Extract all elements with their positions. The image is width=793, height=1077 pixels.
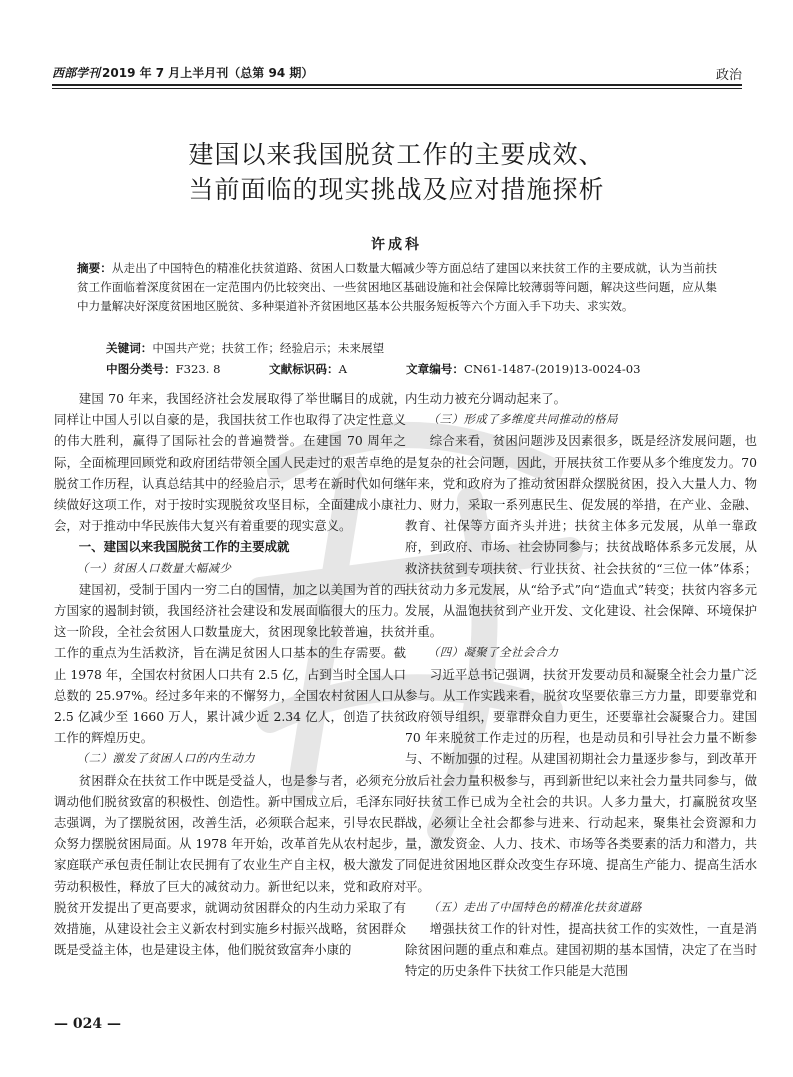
header-rule-thin — [52, 88, 742, 89]
subsection-heading: （四）凝聚了全社会合力 — [427, 645, 559, 660]
keywords-text: 中国共产党；扶贫工作；经验启示；未来展望 — [152, 341, 385, 355]
doc-label: 文献标识码： — [269, 362, 339, 376]
abstract-label: 摘要： — [77, 261, 112, 275]
clc-label: 中图分类号： — [106, 362, 176, 376]
header-rule — [52, 84, 742, 86]
clc-value: F323. 8 — [175, 362, 221, 376]
title-line-2: 当前面临的现实挑战及应对措施探析 — [188, 175, 605, 204]
section-heading: 一、建国以来我国脱贫工作的主要成就 — [78, 539, 290, 555]
journal-issue — [52, 64, 313, 81]
doc-code — [269, 361, 347, 377]
title-line-1: 建国以来我国脱贫工作的主要成效、 — [188, 140, 605, 169]
paragraph: 综合来看，贫困问题涉及因素很多，既是经济发展问题，也是复杂的社会问题，因此，开展扶贫工作要从多个维度发力。70 年来，党和政府为了推动贫困群众摆脱贫困，投入大量人力、物力、财力，采取一系列惠民生、促发展的举措，在产业、金融、教育、社保等方面齐头并进；扶贫主体多元发展，从单一靠政府，到政府、市场、社会协同参与；扶贫战略体系多元发展，从救济扶贫到专项扶贫、行业扶贫、社会扶贫的“三位一体”体系；扶贫动力多元发展，从“给予式”向“造血式”转变；扶贫内容多元发展，从温饱扶贫到产业开发、文化建设、社会保障、环境保护并重。 — [405, 433, 757, 640]
article-title — [0, 137, 793, 207]
subsection-heading: （五）走出了中国特色的精准化扶贫道路 — [427, 899, 642, 914]
doc-value: A — [338, 362, 347, 376]
keywords-label: 关键词： — [106, 341, 153, 355]
subsection-heading: （二）激发了贫困人口的内生动力 — [76, 751, 256, 766]
abstract — [77, 259, 717, 316]
author-name: 许成科 — [371, 237, 422, 253]
art-value: CN61-1487-(2019)13-0024-03 — [463, 362, 641, 376]
body-column-left — [54, 388, 406, 960]
paragraph-continued: 内生动力被充分调动起来了。 — [405, 391, 567, 406]
paragraph: 增强扶贫工作的针对性，提高扶贫工作的实效性，一直是消除贫困问题的重点和难点。建国初期的基本国情，决定了在当时特定的历史条件下扶贫工作只能是大范围 — [405, 921, 757, 979]
keywords — [106, 340, 726, 356]
subsection-heading: （三）形成了多维度共同推动的格局 — [427, 412, 619, 427]
section-label: 政治 — [715, 68, 742, 83]
clc-number — [106, 361, 221, 377]
subsection-heading: （一）贫困人口数量大幅减少 — [76, 560, 232, 575]
page-number: — 024 — — [54, 1016, 121, 1032]
paragraph: 贫困群众在扶贫工作中既是受益人，也是参与者，必须充分调动他们脱贫致富的积极性、创造性。新中国成立后，毛泽东同志强调，为了摆脱贫困，改善生活，必须联合起来，引导农民群众努力摆脱贫困局面。从 1978 年开始，改革首先从农村起步，家庭联产承包责任制让农民拥有了农业生产自主权，极大激发了劳动积极性，释放了巨大的减贫动力。新世纪以来，党和政府对脱贫开发提出了更高要求，就调动贫困群众的内生动力采取了有效措施，从建设社会主义新农村到实施乡村振兴战略，贫困群众既是受益主体，也是建设主体，他们脱贫致富奔小康的 — [54, 772, 406, 958]
art-label: 文章编号： — [406, 362, 464, 376]
article-number — [406, 361, 641, 377]
paragraph: 建国 70 年来，我国经济社会发展取得了举世瞩目的成就，同样让中国人引以自豪的是，我国扶贫工作也取得了决定性意义的伟大胜利，赢得了国际社会的普遍赞誉。在建国 70 周年之际，全面梳理回顾党和政府团结带领全国人民走过的艰苦卓绝的脱贫工作历程，认真总结其中的经验启示，思考在新时代如何继续做好这项工作，对于按时实现脱贫攻坚目标，全面建成小康社会，对于推动中华民族伟大复兴有着重要的现实意义。 — [54, 391, 406, 534]
running-header — [52, 60, 742, 84]
paragraph: 建国初，受制于国内一穷二白的国情，加之以美国为首的西方国家的遏制封锁，我国经济社会建设和发展面临很大的压力。这一阶段，全社会贫困人口数量庞大，贫困现象比较普遍，扶贫工作的重点为生活救济，旨在满足贫困人口基本的生存需要。截止 1978 年，全国农村贫困人口共有 2.5 亿，占到当时全国人口总数的 25.97%。经过多年来的不懈努力，全国农村贫困人口从 2.5 亿减少至 1660 万人，累计减少近 2.34 亿人，创造了扶贫工作的辉煌历史。 — [54, 581, 406, 746]
issue-info: 2019 年 7 月上半月刊（总第 94 期） — [102, 66, 314, 80]
body-column-right — [405, 388, 757, 982]
abstract-text: 从走出了中国特色的精准化扶贫道路、贫困人口数量大幅减少等方面总结了建国以来扶贫工作的主要成就，认为当前扶贫工作面临着深度贫困在一定范围内仍比较突出、一些贫困地区基础设施和社会保障比较薄弱等问题，解决这些问题，应从集中力量解决好深度贫困地区脱贫、多种渠道补齐贫困地区基本公共服务短板等六个方面入手下功夫、求实效。 — [77, 261, 717, 313]
journal-name: 西部学刊 — [52, 66, 101, 80]
paragraph: 习近平总书记强调，扶贫开发要动员和凝聚全社会力量广泛参与。从工作实践来看，脱贫攻坚要依靠三方力量，即要靠党和政府领导组织，要靠群众自力更生，还要靠社会凝聚合力。建国 70 年来脱贫工作走过的历程，也是动员和引导社会力量不断参与、不断加强的过程。从建国初期社会力量逐步参与，到改革开放后社会力量积极参与，再到新世纪以来社会力量共同参与，做好扶贫工作已成为全社会的共识。人多力量大，打赢脱贫攻坚战，必须让全社会都参与进来、行动起来，聚集社会资源和力量，激发资金、人力、技术、市场等各类要素的活力和潜力，共同促进贫困地区群众改变生存环境、提高生产能力、提高生活水平。 — [405, 666, 757, 894]
